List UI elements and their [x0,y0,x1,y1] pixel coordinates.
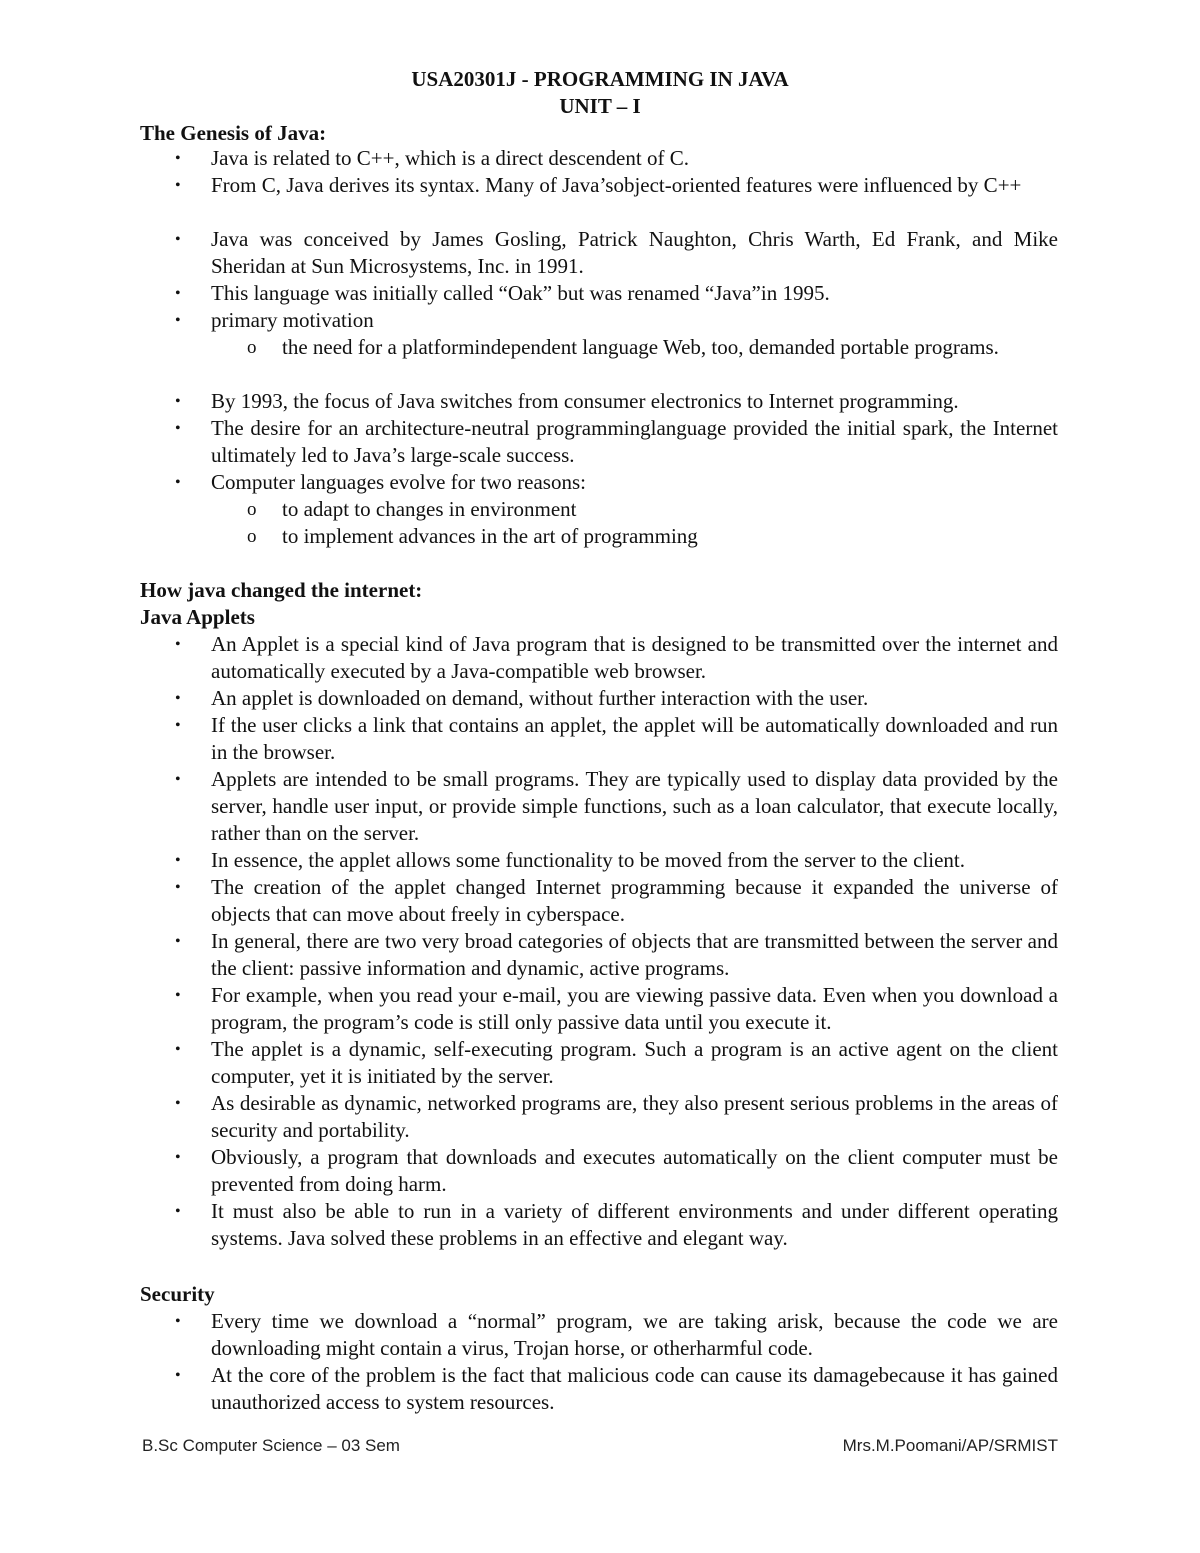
security-item-2: At the core of the problem is the fact that malicious code can cause its damagebecause it has gained unauthorized access to system resources. [211,1363,1058,1414]
applet-item-8: For example, when you read your e-mail, you are viewing passive data. Even when you download a program, the program’s code is still only passive data until you execute it. [211,983,1058,1034]
applets-subheading: Java Applets [140,605,255,629]
applet-item-4: Applets are intended to be small programs. They are typically used to display data provided by the server, handle user input, or provide simple functions, such as a loan calculator, that execute locally, rather than on the server. [211,767,1058,845]
genesis-item-4: This language was initially called “Oak” but was renamed “Java”in 1995. [211,281,830,305]
applet-item-9: The applet is a dynamic, self-executing program. Such a program is an active agent on the client computer, yet it is initiated by the server. [211,1037,1058,1088]
bullet: • [175,852,181,869]
bullet: • [175,636,181,653]
security-heading: Security [140,1282,215,1306]
applet-item-6: The creation of the applet changed Internet programming because it expanded the universe of objects that can move about freely in cyberspace. [211,875,1058,926]
applet-item-3: If the user clicks a link that contains an applet, the applet will be automatically downloaded and run in the browser. [211,713,1058,764]
bullet: • [175,474,181,491]
genesis-item-2: From C, Java derives its syntax. Many of Java’sobject-oriented features were influenced by C++ [211,173,1022,197]
sub-bullet: o [247,499,257,520]
bullet: • [175,987,181,1004]
bullet: • [175,393,181,410]
bullet: • [175,690,181,707]
genesis-item-3: Java was conceived by James Gosling, Patrick Naughton, Chris Warth, Ed Frank, and Mike Sheridan at Sun Microsystems, Inc. in 1991. [211,227,1058,278]
applet-item-12: It must also be able to run in a variety of different environments and under different operating systems. Java solved these problems in an effective and elegant way. [211,1199,1058,1250]
applet-item-10: As desirable as dynamic, networked programs are, they also present serious problems in the areas of security and portability. [211,1091,1058,1142]
bullet: • [175,1095,181,1112]
unit-title: UNIT – I [559,94,641,118]
bullet: • [175,1149,181,1166]
footer-right: Mrs.M.Poomani/AP/SRMIST [842,1436,1058,1455]
applet-item-1: An Applet is a special kind of Java program that is designed to be transmitted over the internet and automatically executed by a Java-compatible web browser. [211,632,1058,683]
bullet: • [175,717,181,734]
bullet: • [175,285,181,302]
genesis-item-8: Computer languages evolve for two reasons: [211,470,586,494]
reason-sub-item-2: to implement advances in the art of programming [282,524,698,548]
bullet: • [175,771,181,788]
course-title: USA20301J - PROGRAMMING IN JAVA [411,67,789,91]
sub-bullet: o [247,337,257,358]
sub-bullet: o [247,526,257,547]
genesis-item-5: primary motivation [211,308,374,332]
bullet: • [175,177,181,194]
bullet: • [175,420,181,437]
footer-left: B.Sc Computer Science – 03 Sem [142,1436,400,1455]
security-item-1: Every time we download a “normal” program, we are taking arisk, because the code we are downloading might contain a virus, Trojan horse, or otherharmful code. [211,1309,1058,1360]
bullet: • [175,1041,181,1058]
bullet: • [175,933,181,950]
applet-item-7: In general, there are two very broad categories of objects that are transmitted between the server and the client: passive information and dynamic, active programs. [211,929,1058,980]
genesis-heading: The Genesis of Java: [140,121,327,145]
bullet: • [175,231,181,248]
genesis-item-1: Java is related to C++, which is a direct descendent of C. [211,146,689,170]
bullet: • [175,1203,181,1220]
bullet: • [175,150,181,167]
applet-item-2: An applet is downloaded on demand, without further interaction with the user. [211,686,869,710]
bullet: • [175,312,181,329]
bullet: • [175,1367,181,1384]
bullet: • [175,1313,181,1330]
genesis-item-6: By 1993, the focus of Java switches from consumer electronics to Internet programming. [211,389,959,413]
applet-item-11: Obviously, a program that downloads and executes automatically on the client computer must be prevented from doing harm. [211,1145,1058,1196]
motivation-sub-item: the need for a platformindependent language Web, too, demanded portable programs. [282,335,999,359]
applet-item-5: In essence, the applet allows some functionality to be moved from the server to the client. [211,848,966,872]
genesis-item-7: The desire for an architecture-neutral programminglanguage provided the initial spark, the Internet ultimately led to Java’s large-scale success. [211,416,1058,467]
bullet: • [175,879,181,896]
reason-sub-item-1: to adapt to changes in environment [282,497,577,521]
internet-heading: How java changed the internet: [140,578,423,602]
